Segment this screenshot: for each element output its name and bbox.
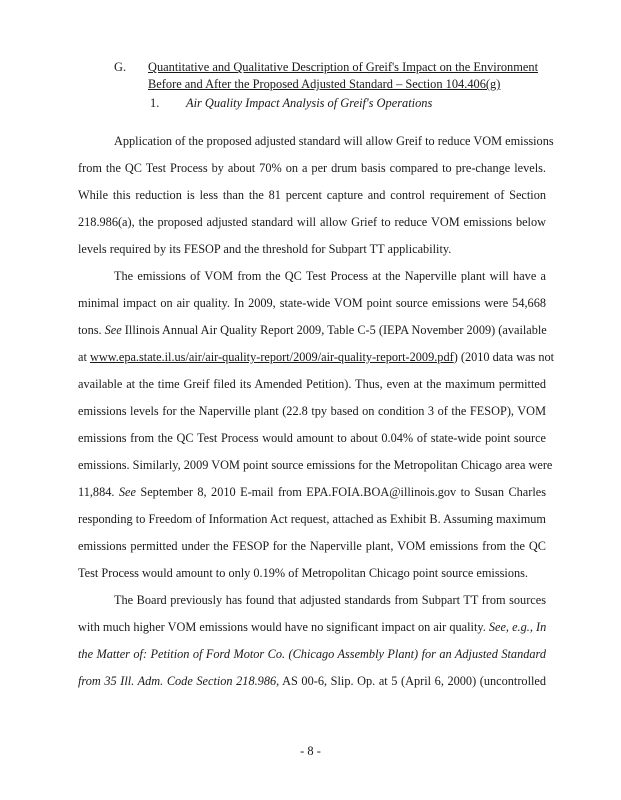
report-url-link[interactable]: www.epa.state.il.us/air/air-quality-report/2009/air-quality-report-2009.pdf: [89, 350, 454, 364]
text-line: responding to Freedom of Information Act request, attached as Exhibit B. Assuming maximum: [78, 512, 546, 526]
text-line: emissions permitted under the FESOP for the Naperville plant, VOM emissions from the QC: [78, 539, 546, 553]
text-line: Test Process would amount to only 0.19% of Metropolitan Chicago point source emissions.: [78, 566, 528, 580]
subsection-heading: [150, 96, 432, 111]
section-title-line: Before and After the Proposed Adjusted Standard – Section 104.406(g): [148, 77, 501, 91]
text-line: While this reduction is less than the 81 percent capture and control requirement of Section: [78, 188, 546, 202]
text-line: 218.986(a), the proposed adjusted standard will allow Grief to reduce VOM emissions below: [78, 215, 546, 229]
body-text: [78, 128, 555, 695]
text-line: with much higher VOM emissions would have no significant impact on air quality. See, e.g., In: [78, 620, 547, 634]
subsection-title: Air Quality Impact Analysis of Greif's Operations: [186, 96, 433, 110]
text-line: levels required by its FESOP and the threshold for Subpart TT applicability.: [78, 242, 452, 256]
text-line: minimal impact on air quality. In 2009, state-wide VOM point source emissions were 54,668: [78, 296, 546, 310]
text-line: emissions from the QC Test Process would amount to about 0.04% of state-wide point source: [78, 431, 546, 445]
section-title: [148, 59, 553, 93]
text-line: from the QC Test Process by about 70% on a per drum basis compared to pre-change levels.: [78, 161, 546, 175]
text-line: available at the time Greif filed its Amended Petition). Thus, even at the maximum permitted: [78, 377, 546, 391]
text-line: from 35 Ill. Adm. Code Section 218.986, AS 00-6, Slip. Op. at 5 (April 6, 2000) (uncontrolled: [78, 674, 547, 688]
text-line: The emissions of VOM from the QC Test Process at the Naperville plant will have a: [114, 269, 546, 283]
text-line: The Board previously has found that adjusted standards from Subpart TT from sources: [114, 593, 546, 607]
text-line: tons. See Illinois Annual Air Quality Report 2009, Table C-5 (IEPA November 2009) (available: [78, 323, 547, 337]
citation-signal: See: [118, 485, 136, 499]
text-line: the Matter of: Petition of Ford Motor Co. (Chicago Assembly Plant) for an Adjusted Standard: [78, 647, 546, 661]
citation-signal: See, e.g., In: [488, 620, 547, 634]
text-line: at www.epa.state.il.us/air/air-quality-report/2009/air-quality-report-2009.pdf) (2010 data was not: [78, 350, 555, 364]
page-number: - 8 -: [300, 744, 321, 758]
case-citation: from 35 Ill. Adm. Code Section 218.986: [78, 674, 277, 688]
section-letter: G.: [114, 60, 127, 74]
text-line: emissions levels for the Naperville plant (22.8 tpy based on condition 3 of the FESOP), VOM: [78, 404, 546, 418]
subsection-number: 1.: [150, 96, 160, 110]
section-title-line: Quantitative and Qualitative Description of Greif's Impact on the Environment: [148, 60, 539, 74]
citation-signal: See: [104, 323, 122, 337]
text-line: Application of the proposed adjusted standard will allow Greif to reduce VOM emissions: [114, 134, 554, 148]
text-line: emissions. Similarly, 2009 VOM point source emissions for the Metropolitan Chicago area were: [78, 458, 553, 472]
text-line: 11,884. See September 8, 2010 E-mail from EPA.FOIA.BOA@illinois.gov to Susan Charles: [78, 485, 547, 499]
